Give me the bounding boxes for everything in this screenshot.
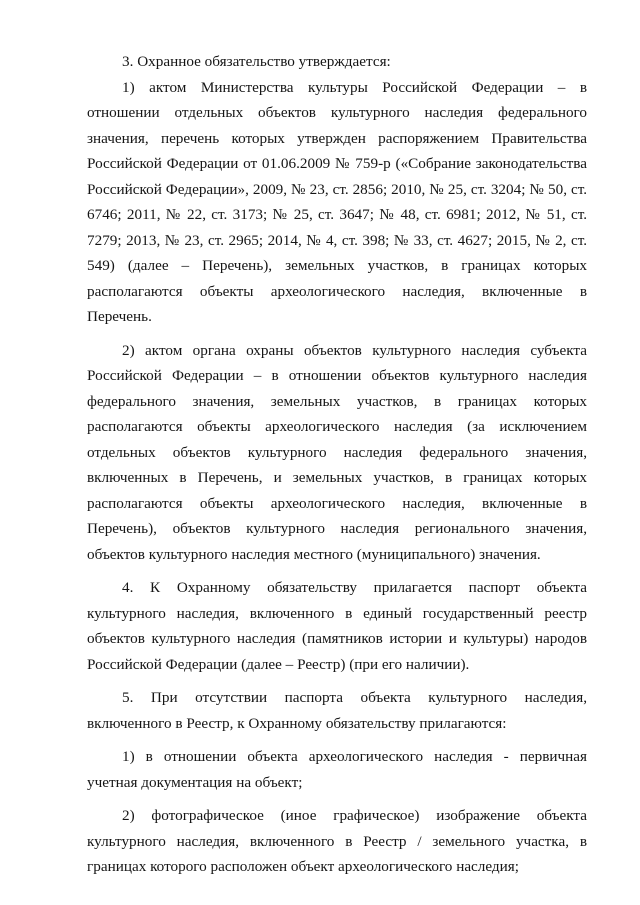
paragraph-clause-4: 4. К Охранному обязательству прилагается паспорт объекта культурного наследия, включенного в единый государственный реестр объектов культурного наследия (памятников истории и культуры) народов Российской Федерации (далее – Реестр) (при его наличии). [87, 579, 587, 673]
paragraph-clause-3-item-1: 1) актом Министерства культуры Российской Федерации – в отношении отдельных объектов культурного наследия федерального значения, перечень которых утвержден распоряжением Правительства Российской Федерации от 01.06.2009 № 759-р («Собрание законодательства Российской Федерации», 2009, № 23, ст. 2856; 2010, № 25, ст. 3204; № 50, ст. 6746; 2011, № 22, ст. 3173; № 25, ст. 3647; № 48, ст. 6981; 2012, № 51, ст. 7279; 2013, № 23, ст. 2965; 2014, № 4, ст. 398; № 33, ст. 4627; 2015, № 2, ст. 549) (далее – Перечень), земельных участков, в границах которых располагаются объекты археологического наследия, включенные в Перечень. [87, 78, 587, 325]
paragraph-clause-5-item-1: 1) в отношении объекта археологического наследия - первичная учетная документация на объект; [87, 748, 587, 791]
paragraph-clause-5-item-2: 2) фотографическое (иное графическое) изображение объекта культурного наследия, включенного в Реестр / земельного участка, в границах которого расположен объект археологического наследия; [87, 807, 587, 875]
paragraph-clause-3: 3. Охранное обязательство утверждается: [122, 53, 391, 70]
paragraph-clause-3-item-2: 2) актом органа охраны объектов культурного наследия субъекта Российской Федерации – в отношении объектов культурного наследия федерального значения, земельных участков, в границах которых располагаются объекты археологического наследия (за исключением отдельных объектов культурного наследия федерального значения, включенных в Перечень, и земельных участков, в границах которых располагаются объекты археологического наследия, включенные в Перечень), объектов культурного наследия регионального значения, объектов культурного наследия местного (муниципального) значения. [87, 341, 587, 563]
paragraph-clause-5: 5. При отсутствии паспорта объекта культурного наследия, включенного в Реестр, к Охранному обязательству прилагаются: [87, 689, 587, 732]
document-body [87, 49, 587, 880]
